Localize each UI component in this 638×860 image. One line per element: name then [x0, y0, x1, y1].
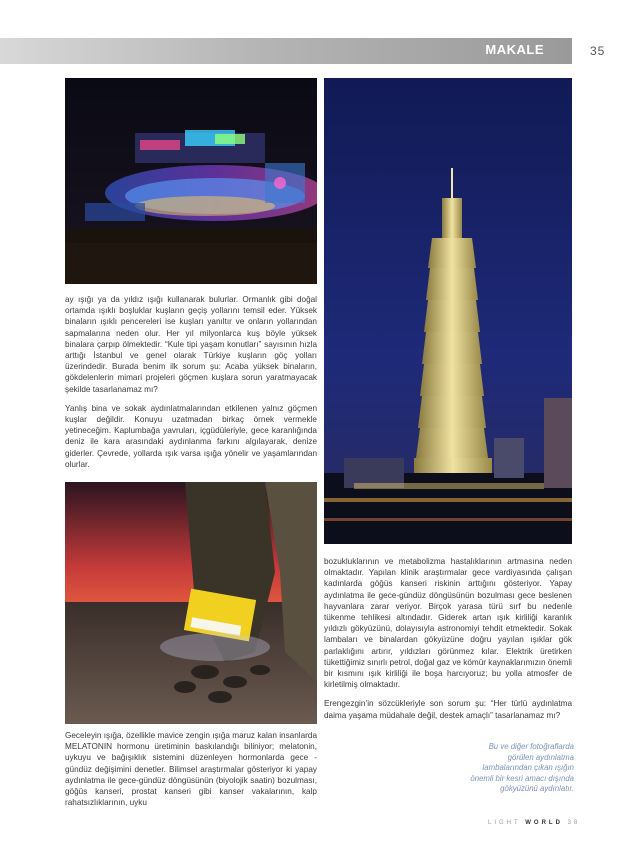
left-column-top-text [65, 294, 317, 478]
section-label: MAKALE [485, 42, 544, 57]
left-column-bottom-text [65, 730, 317, 816]
footer-issue: 38 [567, 820, 581, 826]
magazine-footer [488, 820, 580, 826]
turtle-beach-photo [65, 482, 317, 724]
photo-caption: Bu ve diğer fotoğraflarda görülen aydınlatma lambalarından çıkan ışığın önemli bir kesri amacı dışında gökyüzünü aydınlatır. [470, 742, 574, 793]
footer-brand-bold: WORLD [525, 820, 563, 826]
footer-brand-light: LIGHT [488, 820, 521, 826]
night-city-photo [65, 78, 317, 284]
paragraph: ay ışığı ya da yıldız ışığı kullanarak bulurlar. Ormanlık gibi doğal ortamda ışıklı boşluklar kuşların geçiş yollarını temsil eder. Yüksek binaların ışıklı pencereleri ise kuşları yanıltır ve onların yollarından sapmalarına neden olur. Her yıl milyonlarca kuş böyle yüksek binalara çarpıp ölmektedir. “Kule tipi yaşam konutları” sayısının hızla arttığı İstanbul ve genel olarak Türkiye kuşların göç yolları üzerindedir. Burada benim ilk sorum şu: Acaba yüksek binaların, gökdelenlerin mimari projeleri göçmen kuşlara sorun yaratmayacak şekilde tasarlanamaz mı? [65, 295, 317, 394]
skyscraper-photo [324, 78, 572, 544]
paragraph: bozukluklarının ve metabolizma hastalıklarının artmasına neden olmaktadır. Yapılan klinik araştırmalar gece vardiyasında çalışan kadınlarda göğüs kanseri riskinin arttığını gösteriyor. Yapay aydınlatma ile gece-gündüz döngüsünün bozulması gece beslenen hayvanlara zarar veriyor. Birçok yarasa türü sırf bu nedenle tükenme tehlikesi altındadır. Giderek artan ışık kirliliği karanlık yıldızlı gökyüzünü, dolayısıyla astronomiyi tehdit etmektedir. Sokak lambaları ve binalardan gökyüzüne doğru yayılan ışıklar gök parlaklığını artırır, yıldızları görünmez kılar. Elektrik üretirken tükettiğimiz sınırlı petrol, doğal gaz ve kömür kaynaklarımızın önemli bir kısmını ışık kirliliği ile boşa harcıyoruz; bu yolla atmosfer de kirletilmiş olmaktadır. [324, 557, 572, 690]
paragraph: Yanlış bina ve sokak aydınlatmalarından etkilenen yalnız göçmen kuşlar değildir. Konuyu uzatmadan birkaç örnek vermekle yetineceğim. Kaplumbağa yavruları, içgüdüleriyle, gece karanlığında deniz ile kara arasındaki aydınlanma farkını algılayarak, denize giderler. Çevrede, yollarda ışık varsa ışığa yönelir ve yaşamlarından olurlar. [65, 403, 317, 469]
paragraph: Erengezgin’in sözcükleriyle son sorum şu: “Her türlü aydınlatma daima yaşama müdahale değil, destek amaçlı” tasarlanamaz mı? [324, 699, 572, 720]
page-number: 35 [590, 44, 606, 58]
right-column-text [324, 556, 572, 729]
header-bar [0, 38, 572, 64]
paragraph: Geceleyin ışığa, özellikle mavice zengin ışığa maruz kalan insanlarda MELATONIN hormonu üretiminin baskılandığı biliniyor; melatonin, uykuyu ve bağışıklık sistemini düzenleyen hormonlarda gece - gündüz değişimini denetler. Bilimsel araştırmalar gösteriyor ki yapay aydınlatma ile gece-gündüz döngüsünün (biyolojik saatin) bozulması, göğüs kanseri, prostat kanseri gibi kanser vakalarının, kalp rahatsızlıklarının, uyku [65, 731, 317, 808]
